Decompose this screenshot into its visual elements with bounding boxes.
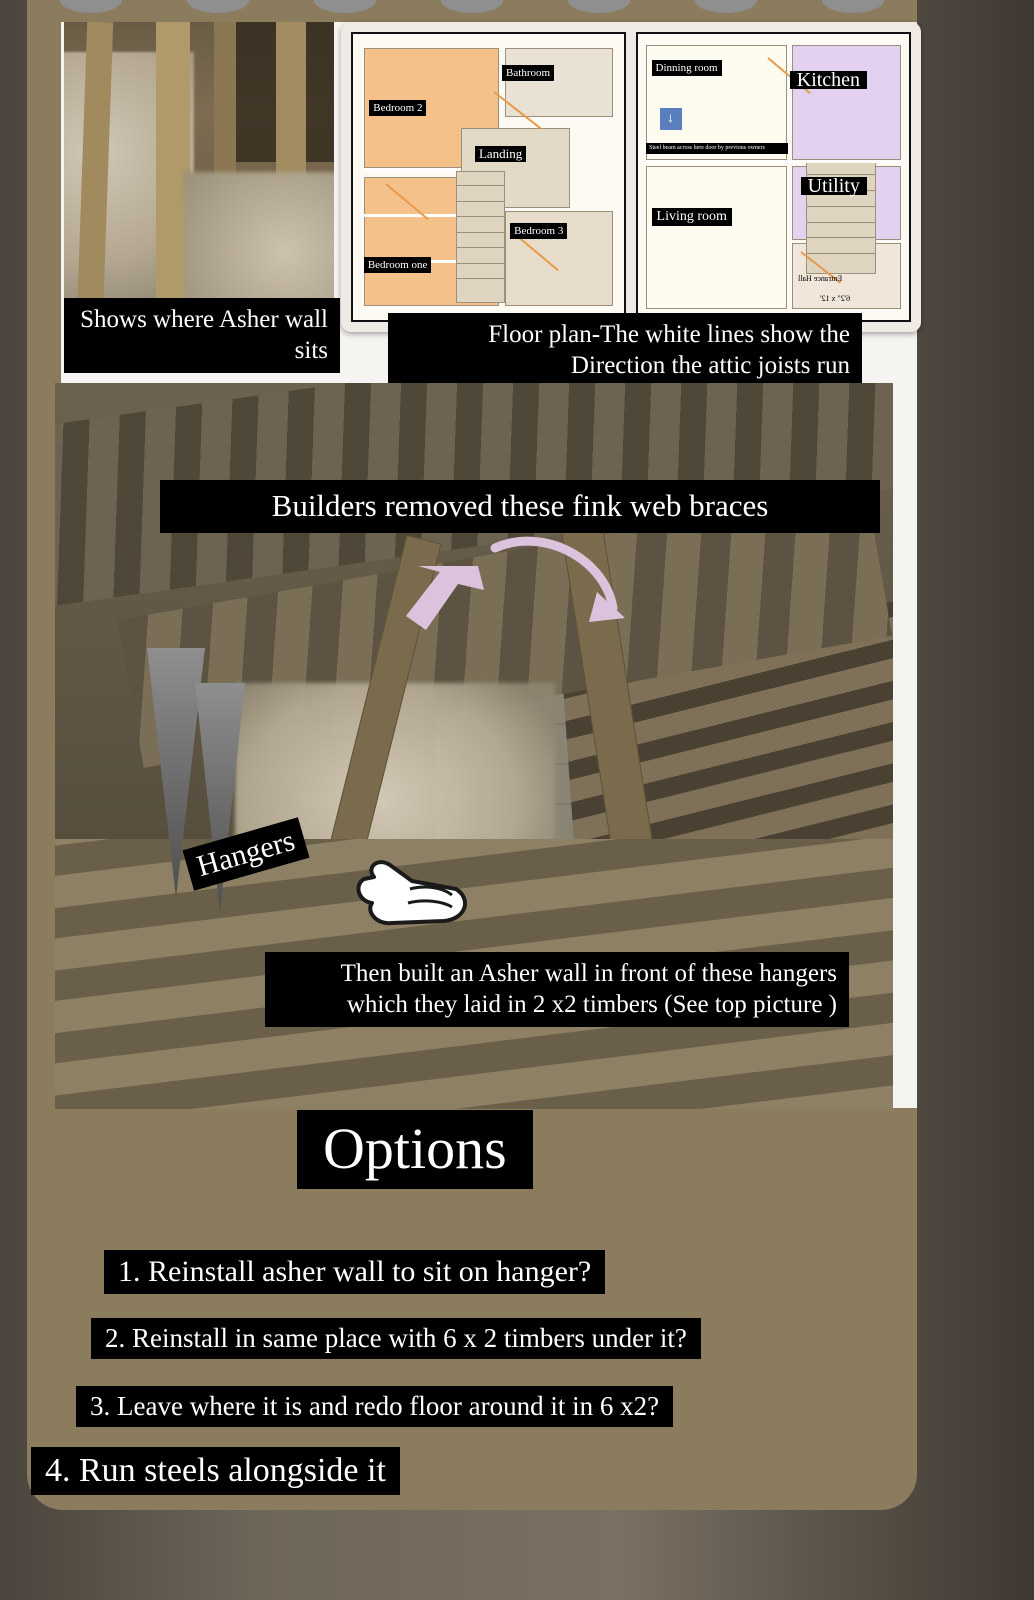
room-label-landing: Landing (475, 146, 526, 162)
story-progress-segment[interactable] (441, 0, 503, 13)
caption-asher-wall-build: Then built an Asher wall in front of these hangers which they laid in 2 x2 timbers (See top picture ) (265, 952, 849, 1027)
story-progress-segment[interactable] (60, 0, 122, 13)
option-item-4: 4. Run steels alongside it (31, 1447, 400, 1495)
story-progress-segment[interactable] (568, 0, 630, 13)
story-progress-segment[interactable] (695, 0, 757, 13)
pointing-hand-icon (352, 845, 477, 935)
option-item-2: 2. Reinstall in same place with 6 x 2 timbers under it? (91, 1318, 701, 1359)
room-label-dinning-room: Dinning room (652, 60, 722, 76)
options-title: Options (297, 1110, 533, 1189)
room-label-entrance-hall: Entrance Hall (798, 274, 843, 284)
story-progress-segment[interactable] (314, 0, 376, 13)
room-living-room (646, 166, 787, 309)
caption-asher-wall-location: Shows where Asher wall sits (64, 298, 340, 373)
room-label-bedroom-3: Bedroom 3 (510, 223, 567, 239)
caption-floorplan: Floor plan-The white lines show the Direction the attic joists run (388, 313, 862, 388)
room-label-living-room: Living room (652, 208, 732, 226)
room-label-utility: Utility (801, 177, 867, 195)
floorplan-panel (341, 22, 921, 332)
room-label-bedroom-2: Bedroom 2 (369, 100, 426, 116)
down-arrow-icon: ↓ (660, 108, 682, 130)
option-item-3: 3. Leave where it is and redo floor around it in 6 x2? (76, 1386, 673, 1427)
joist-direction-line (646, 160, 901, 163)
room-label-bathroom: Bathroom (502, 65, 554, 81)
room-label-bedroom-one: Bedroom one (364, 257, 432, 273)
attic-top-photo (64, 22, 334, 322)
room-bathroom (505, 48, 613, 117)
joist-direction-line (364, 168, 456, 171)
story-progress-bar[interactable] (27, 0, 917, 14)
down-left-arrow-icon (398, 558, 488, 648)
floorplan-downstairs (636, 32, 911, 322)
room-label-entrance-hall-size: 6'2" x 12' (819, 294, 851, 304)
steel-beam-note: Steel beam across here door by previous owners (646, 143, 788, 154)
room-kitchen (792, 45, 900, 159)
label-hangers: Hangers (183, 817, 310, 890)
staircase-upstairs (456, 171, 505, 303)
story-progress-segment[interactable] (822, 0, 884, 13)
option-item-1: 1. Reinstall asher wall to sit on hanger? (104, 1250, 605, 1294)
caption-fink-braces: Builders removed these fink web braces (160, 480, 880, 533)
room-label-kitchen: Kitchen (790, 71, 867, 89)
floorplan-upstairs (351, 32, 626, 322)
joist-direction-line (364, 214, 456, 217)
curved-arrow-icon (485, 530, 635, 640)
story-progress-segment[interactable] (187, 0, 249, 13)
